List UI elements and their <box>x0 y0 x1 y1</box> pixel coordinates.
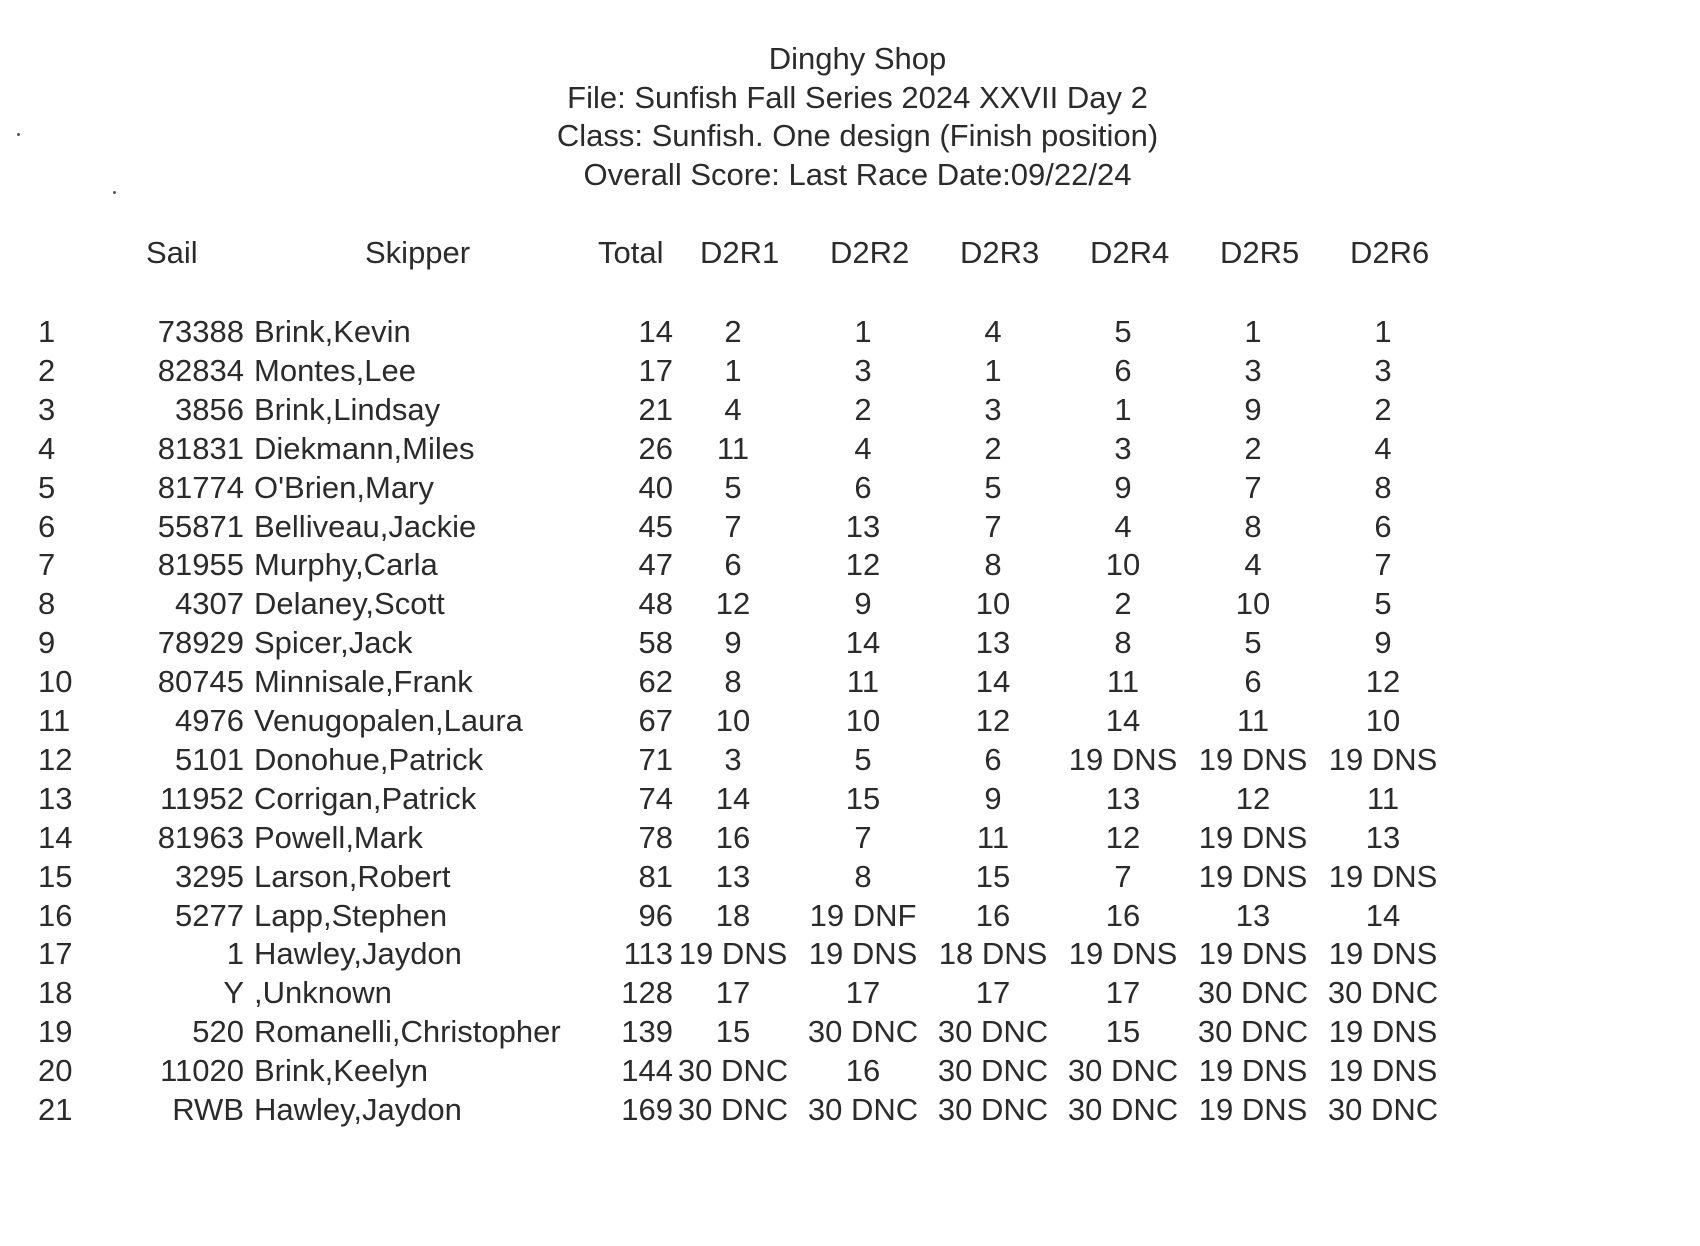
race-result-cell: 9 <box>1114 469 1132 505</box>
race-result-cell: 17 <box>975 975 1011 1011</box>
race-result-cell: 13 <box>1105 780 1141 816</box>
race-result-cell: 1 <box>854 314 872 349</box>
sail-cell: 81963 <box>157 819 244 855</box>
sail-cell: 73388 <box>157 314 244 349</box>
race-result-cell: 12 <box>1105 819 1141 855</box>
total-cell: 169 <box>621 1092 673 1127</box>
race-result-cell: 1 <box>1244 314 1262 349</box>
sail-cell: 11020 <box>160 1053 244 1089</box>
position-cell: 14 <box>38 819 73 855</box>
race-result-cell: 16 <box>1105 897 1141 933</box>
race-result-cell: 5 <box>1244 625 1262 661</box>
race-result-cell: 19 DNS <box>1328 936 1438 972</box>
race-result-cell: 3 <box>1114 430 1132 466</box>
position-cell: 9 <box>38 625 56 661</box>
race-result-cell: 19 DNS <box>1328 858 1438 894</box>
race-result-cell: 3 <box>984 391 1002 427</box>
race-result-cell: 4 <box>1374 430 1392 466</box>
race-result-cell: 14 <box>1105 703 1141 738</box>
skipper-cell: Venugopalen,Laura <box>254 703 523 738</box>
sail-cell: 78929 <box>157 625 244 661</box>
position-cell: 3 <box>38 391 56 427</box>
position-cell: 19 <box>38 1014 73 1050</box>
total-cell: 21 <box>638 391 673 427</box>
race-result-cell: 3 <box>854 352 872 388</box>
total-cell: 128 <box>621 975 673 1011</box>
race-result-cell: 9 <box>1374 625 1392 661</box>
race-result-cell: 19 DNS <box>1068 741 1178 777</box>
race-result-cell: 8 <box>1374 469 1392 505</box>
race-result-cell: 5 <box>724 469 742 505</box>
race-result-cell: 19 DNS <box>1198 1092 1308 1127</box>
skipper-cell: Larson,Robert <box>254 858 451 894</box>
race-result-cell: 17 <box>715 975 751 1011</box>
race-result-cell: 15 <box>975 858 1011 894</box>
scan-speck <box>17 133 20 136</box>
race-result-cell: 19 DNS <box>1198 1053 1308 1089</box>
race-result-cell: 19 DNS <box>1198 936 1308 972</box>
race-result-cell: 3 <box>724 741 742 777</box>
skipper-cell: Brink,Keelyn <box>254 1053 429 1089</box>
position-cell: 11 <box>38 703 71 738</box>
race-result-cell: 7 <box>724 508 742 544</box>
race-result-cell: 1 <box>1374 314 1392 349</box>
race-result-cell: 4 <box>724 391 742 427</box>
total-cell: 78 <box>638 819 673 855</box>
column-header-d2r3: D2R3 <box>960 235 1040 270</box>
sail-cell: 55871 <box>157 508 244 544</box>
race-result-cell: 30 DNC <box>677 1092 789 1127</box>
report-header <box>0 40 1700 194</box>
race-result-cell: 7 <box>1244 469 1262 505</box>
skipper-cell: Delaney,Scott <box>254 586 445 622</box>
race-result-cell: 1 <box>1114 391 1132 427</box>
race-result-cell: 19 DNS <box>808 936 918 972</box>
race-result-cell: 10 <box>715 703 751 738</box>
race-result-cell: 8 <box>1244 508 1262 544</box>
skipper-cell: Spicer,Jack <box>254 625 413 661</box>
race-result-cell: 19 DNS <box>1328 1014 1438 1050</box>
race-result-cell: 5 <box>1374 586 1392 622</box>
race-result-cell: 6 <box>724 547 742 583</box>
race-result-cell: 14 <box>975 664 1011 700</box>
skipper-cell: ,Unknown <box>254 975 392 1011</box>
sail-cell: 1 <box>226 936 244 972</box>
race-result-cell: 2 <box>984 430 1002 466</box>
sail-cell: 81831 <box>157 430 244 466</box>
race-result-cell: 19 DNS <box>1198 819 1308 855</box>
race-result-cell: 8 <box>984 547 1002 583</box>
position-cell: 8 <box>38 586 56 622</box>
race-result-cell: 10 <box>1365 703 1401 738</box>
sail-cell: Y <box>223 975 244 1011</box>
column-header-sail: Sail <box>146 235 198 270</box>
skipper-cell: Romanelli,Christopher <box>254 1014 561 1050</box>
total-cell: 67 <box>638 703 673 738</box>
sail-cell: 5101 <box>175 741 244 777</box>
race-result-cell: 7 <box>1374 547 1392 583</box>
race-result-cell: 19 DNS <box>678 936 788 972</box>
total-cell: 81 <box>638 858 673 894</box>
race-result-cell: 6 <box>1114 352 1132 388</box>
overall-score-line: Overall Score: Last Race Date:09/22/24 <box>583 156 1132 192</box>
race-result-cell: 10 <box>1105 547 1141 583</box>
race-result-cell: 2 <box>1114 586 1132 622</box>
race-result-cell: 15 <box>845 780 881 816</box>
race-result-cell: 19 DNS <box>1328 741 1438 777</box>
file-line: File: Sunfish Fall Series 2024 XXVII Day 2 <box>567 79 1148 115</box>
skipper-cell: Hawley,Jaydon <box>254 936 462 972</box>
race-result-cell: 30 DNC <box>937 1053 1049 1089</box>
race-result-cell: 2 <box>724 314 742 349</box>
race-result-cell: 12 <box>975 703 1011 738</box>
race-result-cell: 19 DNS <box>1198 858 1308 894</box>
position-cell: 21 <box>38 1092 73 1127</box>
race-result-cell: 15 <box>715 1014 751 1050</box>
position-cell: 12 <box>38 741 73 777</box>
sail-cell: 520 <box>192 1014 244 1050</box>
total-cell: 74 <box>638 780 673 816</box>
race-result-cell: 11 <box>846 664 880 700</box>
class-line: Class: Sunfish. One design (Finish position) <box>556 118 1159 153</box>
race-result-cell: 13 <box>1235 897 1271 933</box>
sail-cell: 3295 <box>175 858 244 894</box>
skipper-cell: Diekmann,Miles <box>254 430 475 466</box>
race-result-cell: 6 <box>854 469 872 505</box>
race-result-cell: 30 DNC <box>807 1092 919 1127</box>
sail-cell: 4307 <box>175 586 244 622</box>
race-result-cell: 7 <box>854 819 872 855</box>
total-cell: 40 <box>638 469 673 505</box>
race-result-cell: 13 <box>715 858 751 894</box>
skipper-cell: Brink,Kevin <box>254 314 411 349</box>
total-cell: 58 <box>638 625 673 661</box>
race-result-cell: 1 <box>984 352 1002 388</box>
race-result-cell: 30 DNC <box>937 1092 1049 1127</box>
race-result-cell: 5 <box>1114 314 1132 349</box>
race-result-cell: 19 DNS <box>1068 936 1178 972</box>
race-result-cell: 11 <box>1106 664 1140 700</box>
race-result-cell: 10 <box>1235 586 1271 622</box>
race-result-cell: 17 <box>1105 975 1141 1011</box>
race-result-cell: 18 DNS <box>938 936 1048 972</box>
total-cell: 96 <box>638 897 673 933</box>
column-header-total: Total <box>598 235 664 270</box>
race-result-cell: 13 <box>975 625 1011 661</box>
position-cell: 7 <box>38 547 56 583</box>
skipper-cell: Minnisale,Frank <box>254 664 473 700</box>
position-cell: 18 <box>38 975 73 1011</box>
race-result-cell: 16 <box>975 897 1011 933</box>
position-cell: 6 <box>38 508 56 544</box>
race-result-cell: 9 <box>984 780 1002 816</box>
race-result-cell: 16 <box>845 1053 881 1089</box>
sail-cell: 81774 <box>157 469 244 505</box>
race-result-cell: 6 <box>1374 508 1392 544</box>
race-result-cell: 5 <box>984 469 1002 505</box>
position-cell: 17 <box>38 936 73 972</box>
sail-cell: 80745 <box>157 664 244 700</box>
race-result-cell: 11 <box>976 819 1010 855</box>
race-result-cell: 12 <box>715 586 751 622</box>
race-result-cell: 8 <box>724 664 742 700</box>
race-result-cell: 6 <box>984 741 1002 777</box>
race-result-cell: 11 <box>716 430 750 466</box>
shop-name: Dinghy Shop <box>768 41 947 76</box>
race-result-cell: 15 <box>1105 1014 1141 1050</box>
sail-cell: 81955 <box>157 547 244 583</box>
total-cell: 71 <box>638 741 673 777</box>
race-result-cell: 4 <box>854 430 872 466</box>
total-cell: 26 <box>638 430 673 466</box>
race-result-cell: 1 <box>724 352 742 388</box>
race-result-cell: 9 <box>854 586 872 622</box>
race-result-cell: 30 DNC <box>1327 1092 1439 1127</box>
total-cell: 17 <box>638 352 673 388</box>
race-result-cell: 12 <box>1365 664 1401 700</box>
skipper-cell: Brink,Lindsay <box>254 391 441 427</box>
skipper-cell: Powell,Mark <box>254 819 423 855</box>
total-cell: 48 <box>638 586 673 622</box>
race-result-cell: 18 <box>715 897 751 933</box>
race-result-cell: 12 <box>1235 780 1271 816</box>
skipper-cell: Montes,Lee <box>254 352 416 388</box>
race-result-cell: 13 <box>1365 819 1401 855</box>
position-cell: 16 <box>38 897 73 933</box>
race-result-cell: 30 DNC <box>1197 975 1309 1011</box>
race-result-cell: 16 <box>715 819 751 855</box>
column-header-d2r1: D2R1 <box>700 235 780 270</box>
race-result-cell: 6 <box>1244 664 1262 700</box>
sail-cell: 82834 <box>157 352 244 388</box>
race-result-cell: 7 <box>984 508 1002 544</box>
race-result-cell: 2 <box>1374 391 1392 427</box>
race-result-cell: 8 <box>1114 625 1132 661</box>
race-result-cell: 10 <box>975 586 1011 622</box>
sail-cell: 5277 <box>175 897 244 933</box>
race-result-cell: 9 <box>724 625 742 661</box>
position-cell: 1 <box>38 314 56 349</box>
race-result-cell: 12 <box>845 547 881 583</box>
race-result-cell: 30 DNC <box>807 1014 919 1050</box>
race-result-cell: 30 DNC <box>1327 975 1439 1011</box>
skipper-cell: Corrigan,Patrick <box>254 780 477 816</box>
column-header-d2r4: D2R4 <box>1090 235 1170 270</box>
position-cell: 5 <box>38 469 56 505</box>
sail-cell: RWB <box>172 1092 244 1127</box>
total-cell: 139 <box>621 1014 673 1050</box>
skipper-cell: Donohue,Patrick <box>254 741 484 777</box>
column-header-d2r5: D2R5 <box>1220 235 1300 270</box>
race-result-cell: 11 <box>1236 703 1270 738</box>
race-result-cell: 14 <box>1365 897 1401 933</box>
race-result-cell: 2 <box>1244 430 1262 466</box>
race-result-cell: 30 DNC <box>1067 1053 1179 1089</box>
race-result-cell: 11 <box>1366 780 1400 816</box>
race-result-cell: 19 DNF <box>809 897 917 933</box>
sail-cell: 3856 <box>175 391 244 427</box>
race-result-cell: 8 <box>854 858 872 894</box>
position-cell: 2 <box>38 352 56 388</box>
race-result-cell: 7 <box>1114 858 1132 894</box>
total-cell: 62 <box>638 664 673 700</box>
position-cell: 13 <box>38 780 73 816</box>
race-result-cell: 19 DNS <box>1198 741 1308 777</box>
race-result-cell: 2 <box>854 391 872 427</box>
total-cell: 113 <box>623 936 673 972</box>
race-result-cell: 9 <box>1244 391 1262 427</box>
race-result-cell: 17 <box>845 975 881 1011</box>
total-cell: 45 <box>638 508 673 544</box>
column-header-d2r6: D2R6 <box>1350 235 1430 270</box>
race-result-cell: 30 DNC <box>1067 1092 1179 1127</box>
race-result-cell: 4 <box>1114 508 1132 544</box>
position-cell: 20 <box>38 1053 73 1089</box>
race-result-cell: 3 <box>1244 352 1262 388</box>
race-result-cell: 4 <box>1244 547 1262 583</box>
race-result-cell: 3 <box>1374 352 1392 388</box>
column-header-skipper: Skipper <box>365 235 471 270</box>
scan-speck <box>113 191 116 194</box>
sail-cell: 11952 <box>160 780 244 816</box>
skipper-cell: Belliveau,Jackie <box>254 508 477 544</box>
total-cell: 144 <box>621 1053 673 1089</box>
column-header-d2r2: D2R2 <box>830 235 910 270</box>
race-result-cell: 14 <box>845 625 881 661</box>
skipper-cell: O'Brien,Mary <box>254 469 434 505</box>
race-result-cell: 30 DNC <box>937 1014 1049 1050</box>
position-cell: 10 <box>38 664 73 700</box>
race-result-cell: 19 DNS <box>1328 1053 1438 1089</box>
race-result-cell: 13 <box>845 508 881 544</box>
total-cell: 47 <box>638 547 673 583</box>
skipper-cell: Lapp,Stephen <box>254 897 448 933</box>
race-result-cell: 14 <box>715 780 751 816</box>
race-result-cell: 5 <box>854 741 872 777</box>
skipper-cell: Hawley,Jaydon <box>254 1092 462 1127</box>
sail-cell: 4976 <box>175 703 244 738</box>
race-result-cell: 30 DNC <box>1197 1014 1309 1050</box>
race-result-cell: 10 <box>845 703 881 738</box>
total-cell: 14 <box>638 314 673 349</box>
race-result-cell: 4 <box>984 314 1002 349</box>
race-result-cell: 30 DNC <box>677 1053 789 1089</box>
position-cell: 15 <box>38 858 73 894</box>
position-cell: 4 <box>38 430 56 466</box>
skipper-cell: Murphy,Carla <box>254 547 438 583</box>
